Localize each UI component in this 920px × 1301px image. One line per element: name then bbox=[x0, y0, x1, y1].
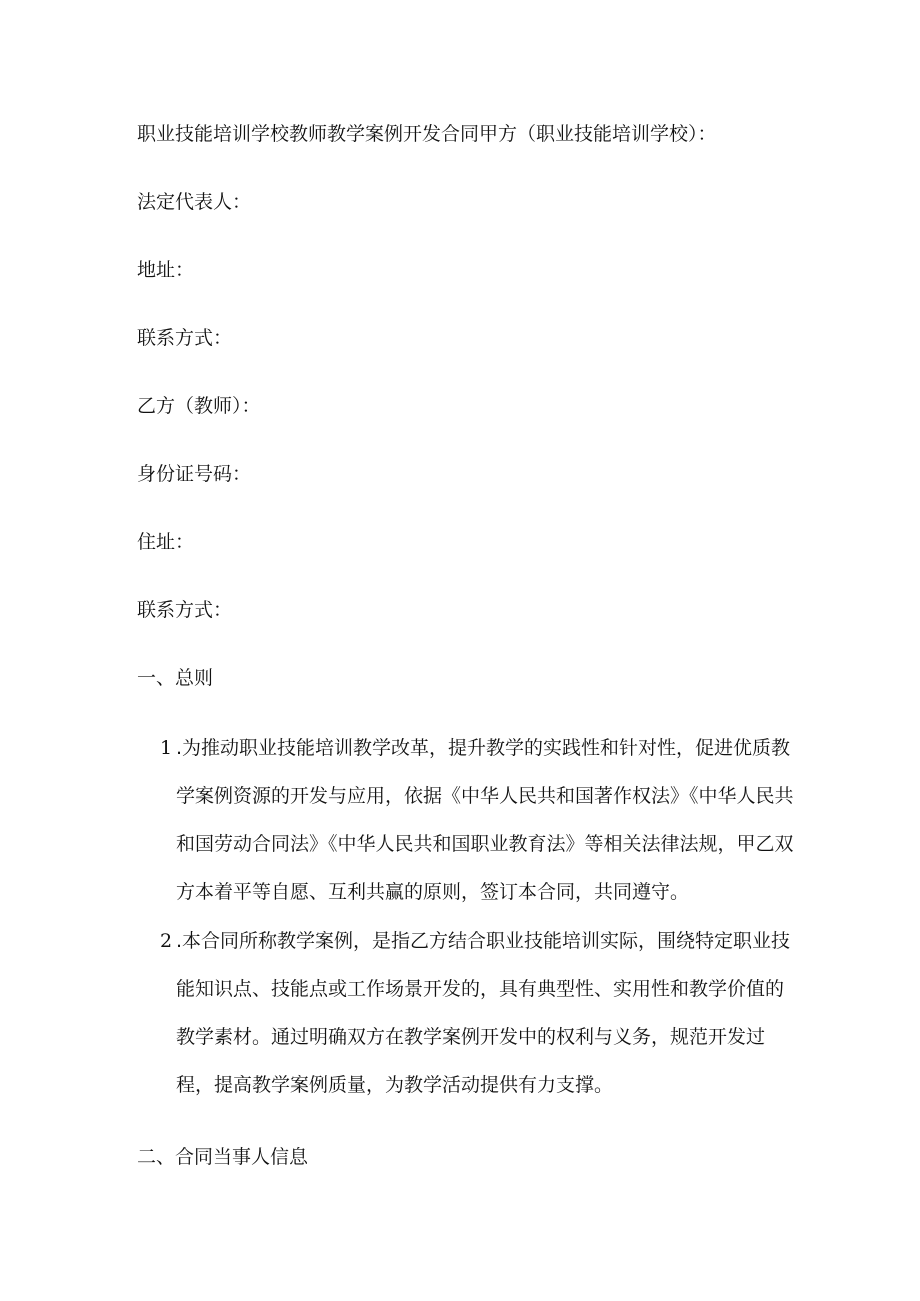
clause-1 bbox=[160, 735, 800, 916]
party-a-address: 地址： bbox=[137, 259, 195, 281]
clause-number: 1 bbox=[160, 737, 173, 759]
section-heading: 一、总则 bbox=[137, 667, 214, 689]
party-a-contact: 联系方式： bbox=[137, 327, 233, 349]
clause-2 bbox=[160, 928, 800, 1109]
contract-title-line: 职业技能培训学校教师教学案例开发合同甲方（职业技能培训学校）： bbox=[137, 123, 717, 145]
party-b-label: 乙方（教师）： bbox=[137, 395, 261, 417]
party-b-contact: 联系方式： bbox=[137, 599, 233, 621]
party-b-address: 住址： bbox=[137, 531, 195, 553]
clause-text: .为推动职业技能培训教学改革，提升教学的实践性和针对性，促进优质教学案例资源的开发与应用，依据《中华人民共和国著作权法》《中华人民共和国劳动合同法》《中华人民共和国职业教育法》等相关法律法规，甲乙双方本着平等自愿、互利共赢的原则，签订本合同，共同遵守。 bbox=[176, 737, 794, 903]
party-b-id-number: 身份证号码： bbox=[137, 463, 252, 485]
clause-number: 2 bbox=[160, 930, 173, 952]
clause-text: .本合同所称教学案例，是指乙方结合职业技能培训实际，围绕特定职业技能知识点、技能点或工作场景开发的，具有典型性、实用性和教学价值的教学素材。通过明确双方在教学案例开发中的权利与义务，规范开发过程，提高教学案例质量，为教学活动提供有力支撑。 bbox=[176, 930, 791, 1096]
party-a-legal-rep: 法定代表人： bbox=[137, 191, 252, 213]
section-heading: 二、合同当事人信息 bbox=[137, 1146, 309, 1168]
